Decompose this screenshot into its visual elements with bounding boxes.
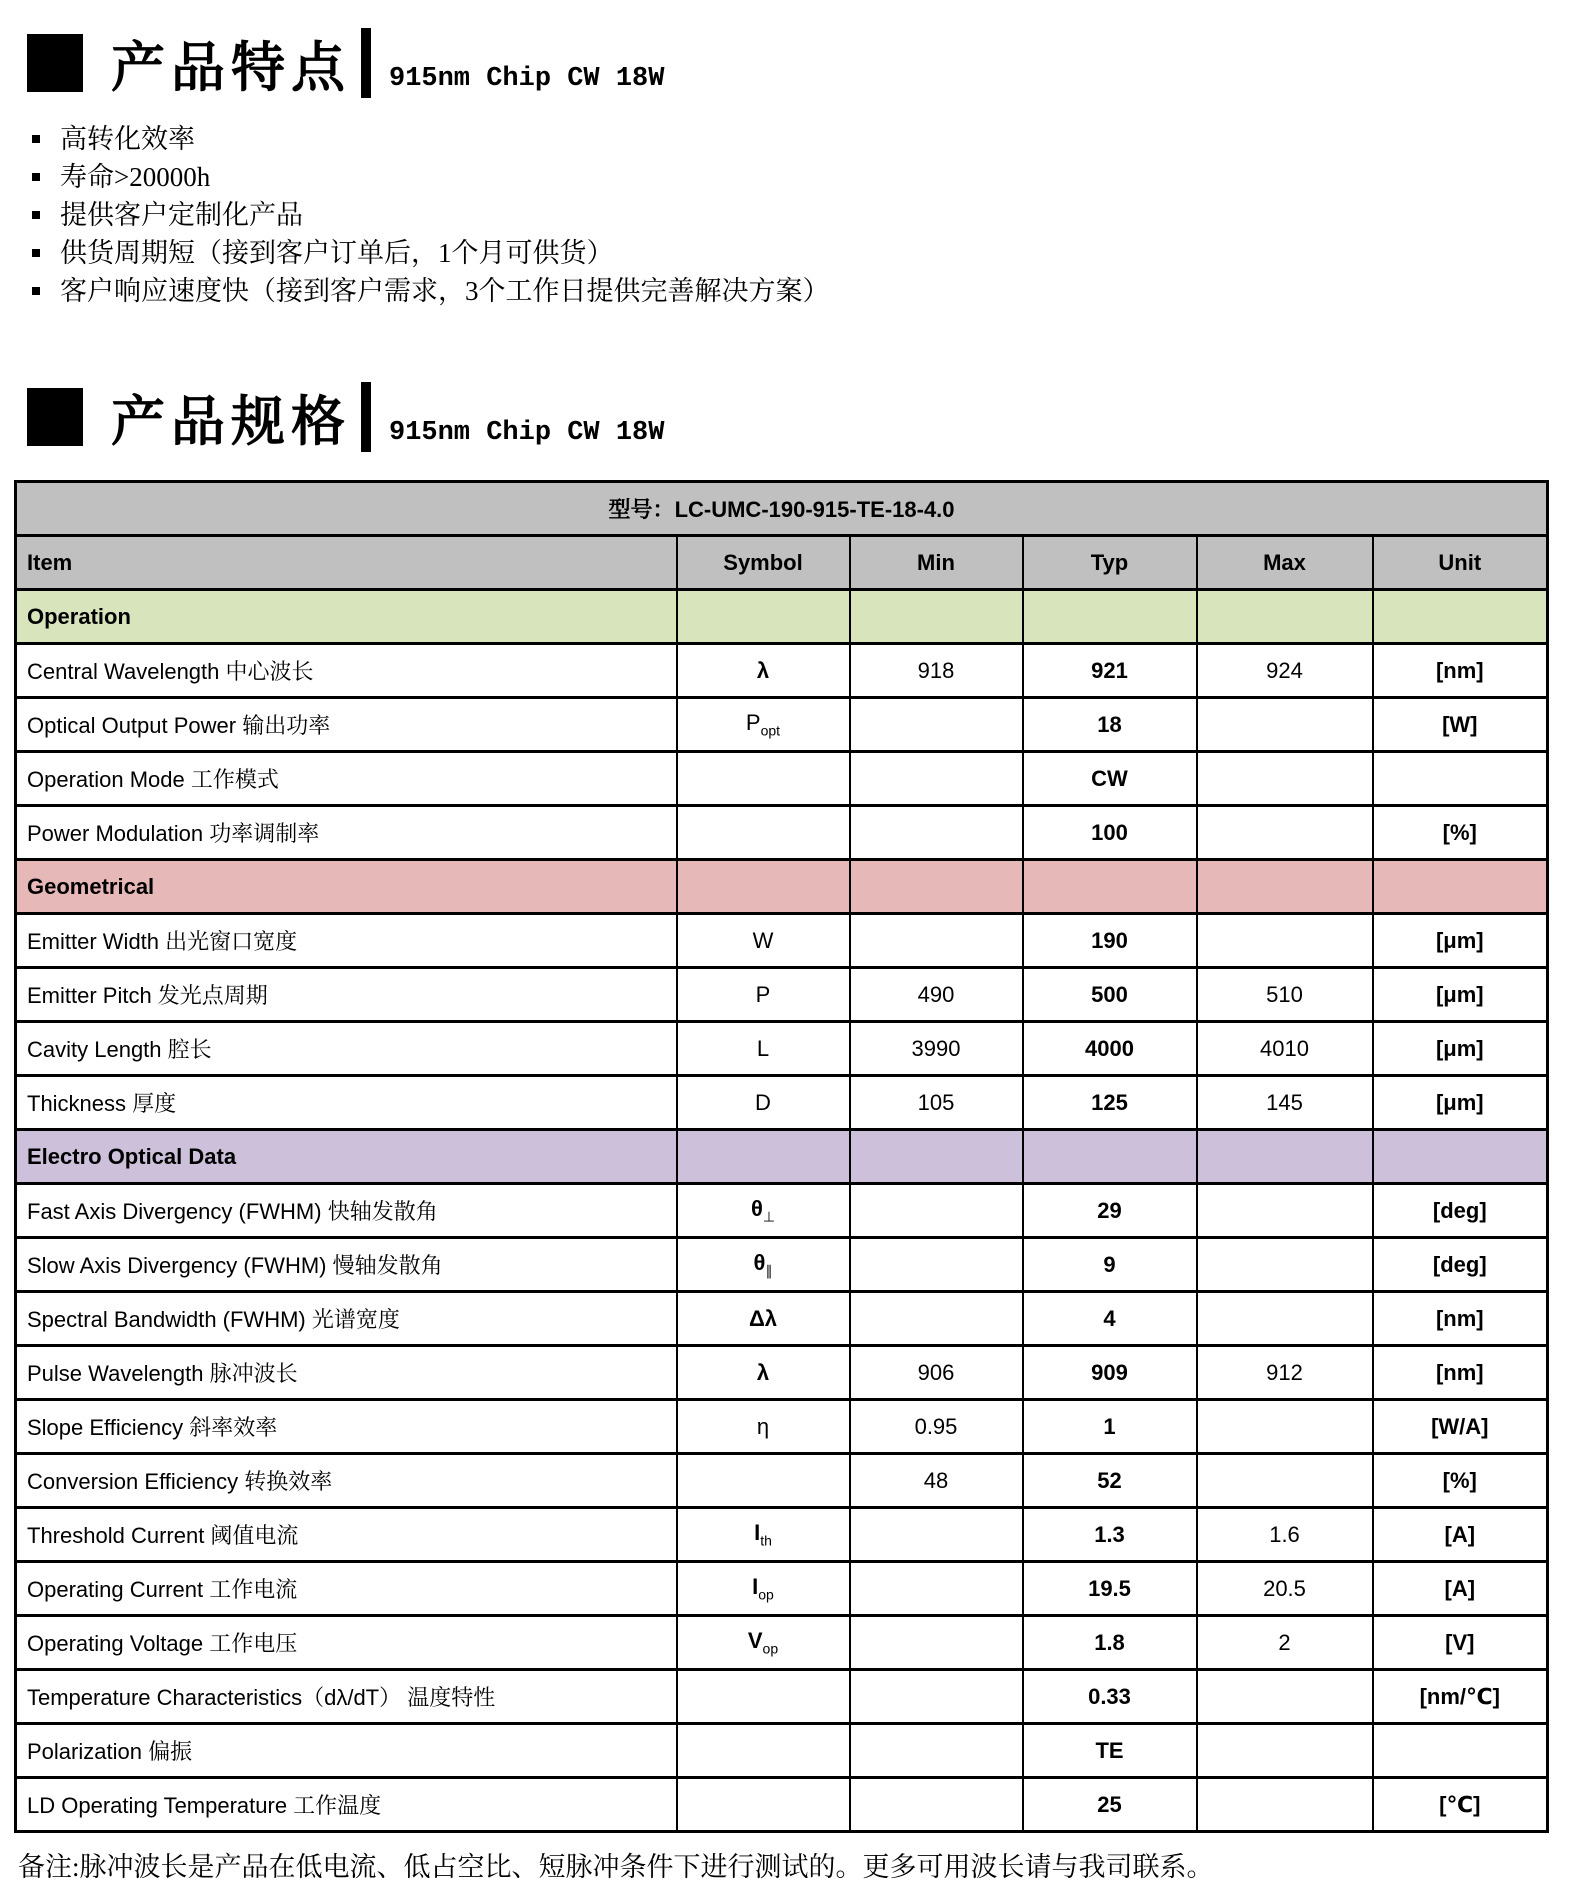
max-cell: [1197, 914, 1373, 968]
item-cell: Power Modulation 功率调制率: [16, 806, 677, 860]
symbol-base: θ: [750, 1195, 763, 1221]
spec-row: [16, 644, 1548, 698]
item-cell: Fast Axis Divergency (FWHM) 快轴发散角: [16, 1184, 677, 1238]
unit-cell: [nm/℃]: [1373, 1670, 1548, 1724]
max-cell: [1197, 1454, 1373, 1508]
max-cell: [1197, 806, 1373, 860]
unit-cell: [%]: [1373, 806, 1548, 860]
typ-cell: 921: [1023, 644, 1197, 698]
item-cell: Operating Current 工作电流: [16, 1562, 677, 1616]
item-cell: Threshold Current 阈值电流: [16, 1508, 677, 1562]
section-empty-cell: [1197, 1130, 1373, 1184]
section-marker-square: [27, 34, 83, 92]
feature-list: [32, 120, 1575, 310]
unit-cell: [deg]: [1373, 1238, 1548, 1292]
column-header-row: [16, 536, 1548, 590]
typ-cell: 25: [1023, 1778, 1197, 1832]
min-cell: [850, 1508, 1023, 1562]
feature-text: 高转化效率: [60, 124, 195, 154]
typ-cell: 1.8: [1023, 1616, 1197, 1670]
max-cell: 145: [1197, 1076, 1373, 1130]
max-cell: [1197, 698, 1373, 752]
item-cell: Operation Mode 工作模式: [16, 752, 677, 806]
spec-row: [16, 1076, 1548, 1130]
min-cell: [850, 914, 1023, 968]
symbol-cell: [677, 698, 850, 752]
spec-row: [16, 1022, 1548, 1076]
section-empty-cell: [1373, 860, 1548, 914]
typ-cell: 29: [1023, 1184, 1197, 1238]
section-empty-cell: [850, 590, 1023, 644]
symbol-cell: [677, 1184, 850, 1238]
unit-cell: [μm]: [1373, 968, 1548, 1022]
symbol-cell: [677, 1022, 850, 1076]
min-cell: [850, 1724, 1023, 1778]
min-cell: 0.95: [850, 1400, 1023, 1454]
typ-cell: 125: [1023, 1076, 1197, 1130]
typ-cell: 190: [1023, 914, 1197, 968]
symbol-cell: [677, 1778, 850, 1832]
features-title: 产品特点: [111, 37, 351, 98]
bullet-icon: [32, 135, 40, 143]
min-cell: [850, 1238, 1023, 1292]
unit-cell: [W]: [1373, 698, 1548, 752]
feature-text: 供货周期短（接到客户订单后，1个月可供货）: [60, 238, 614, 268]
section-label-cell: Electro Optical Data: [16, 1130, 677, 1184]
min-cell: [850, 1670, 1023, 1724]
symbol-cell: [677, 968, 850, 1022]
feature-item: [32, 196, 1575, 234]
max-cell: 1.6: [1197, 1508, 1373, 1562]
symbol-cell: [677, 1670, 850, 1724]
item-cell: Pulse Wavelength 脉冲波长: [16, 1346, 677, 1400]
item-cell: Central Wavelength 中心波长: [16, 644, 677, 698]
max-cell: [1197, 1238, 1373, 1292]
section-empty-cell: [1373, 1130, 1548, 1184]
specs-subtitle: 915nm Chip CW 18W: [389, 418, 665, 448]
column-header-min: Min: [850, 536, 1023, 590]
unit-cell: [1373, 752, 1548, 806]
features-subtitle: 915nm Chip CW 18W: [389, 64, 665, 94]
max-cell: [1197, 1724, 1373, 1778]
symbol-cell: [677, 806, 850, 860]
symbol-base: Δλ: [748, 1305, 778, 1331]
symbol-base: I: [754, 1520, 761, 1546]
section-row: [16, 1130, 1548, 1184]
spec-row: [16, 1508, 1548, 1562]
symbol-cell: [677, 1238, 850, 1292]
bullet-icon: [32, 173, 40, 181]
section-empty-cell: [1023, 1130, 1197, 1184]
item-cell: Emitter Pitch 发光点周期: [16, 968, 677, 1022]
symbol-base: P: [755, 981, 771, 1007]
max-cell: 924: [1197, 644, 1373, 698]
typ-cell: 4000: [1023, 1022, 1197, 1076]
section-empty-cell: [677, 860, 850, 914]
symbol-subscript: op: [758, 1586, 774, 1603]
max-cell: 912: [1197, 1346, 1373, 1400]
min-cell: [850, 806, 1023, 860]
unit-cell: [μm]: [1373, 1076, 1548, 1130]
model-label: 型号：: [608, 497, 675, 522]
symbol-base: θ: [753, 1249, 766, 1275]
spec-row: [16, 1292, 1548, 1346]
section-row: [16, 860, 1548, 914]
section-label-cell: Geometrical: [16, 860, 677, 914]
unit-cell: [μm]: [1373, 914, 1548, 968]
symbol-cell: [677, 1346, 850, 1400]
section-empty-cell: [677, 1130, 850, 1184]
spec-row: [16, 1184, 1548, 1238]
spec-table-body: [16, 590, 1548, 1832]
section-row: [16, 590, 1548, 644]
item-cell: LD Operating Temperature 工作温度: [16, 1778, 677, 1832]
feature-item: [32, 234, 1575, 272]
feature-text: 寿命>20000h: [60, 162, 211, 192]
min-cell: [850, 752, 1023, 806]
max-cell: [1197, 1670, 1373, 1724]
min-cell: [850, 1292, 1023, 1346]
typ-cell: TE: [1023, 1724, 1197, 1778]
max-cell: 510: [1197, 968, 1373, 1022]
spec-row: [16, 1724, 1548, 1778]
unit-cell: [A]: [1373, 1562, 1548, 1616]
typ-cell: 19.5: [1023, 1562, 1197, 1616]
unit-cell: [V]: [1373, 1616, 1548, 1670]
column-header-symbol: Symbol: [677, 536, 850, 590]
symbol-subscript: opt: [760, 722, 781, 739]
spec-table: [14, 480, 1549, 1833]
item-cell: Operating Voltage 工作电压: [16, 1616, 677, 1670]
section-empty-cell: [1023, 860, 1197, 914]
symbol-base: P: [745, 710, 761, 736]
typ-cell: 1: [1023, 1400, 1197, 1454]
symbol-cell: [677, 1562, 850, 1616]
max-cell: [1197, 1400, 1373, 1454]
symbol-cell: [677, 644, 850, 698]
min-cell: 3990: [850, 1022, 1023, 1076]
section-empty-cell: [1023, 590, 1197, 644]
max-cell: [1197, 1184, 1373, 1238]
spec-row: [16, 1346, 1548, 1400]
symbol-base: λ: [756, 657, 770, 683]
item-cell: Polarization 偏振: [16, 1724, 677, 1778]
spec-row: [16, 1238, 1548, 1292]
specs-title: 产品规格: [111, 391, 351, 452]
symbol-base: W: [752, 927, 774, 953]
spec-row: [16, 914, 1548, 968]
column-header-max: Max: [1197, 536, 1373, 590]
unit-cell: [nm]: [1373, 1346, 1548, 1400]
unit-cell: [μm]: [1373, 1022, 1548, 1076]
typ-cell: 1.3: [1023, 1508, 1197, 1562]
item-cell: Thickness 厚度: [16, 1076, 677, 1130]
header-divider-bar: [361, 28, 371, 98]
bullet-icon: [32, 249, 40, 257]
spec-row: [16, 1670, 1548, 1724]
feature-item: [32, 158, 1575, 196]
min-cell: 48: [850, 1454, 1023, 1508]
typ-cell: 4: [1023, 1292, 1197, 1346]
symbol-cell: [677, 1400, 850, 1454]
symbol-cell: [677, 1616, 850, 1670]
section-empty-cell: [1197, 860, 1373, 914]
item-cell: Slow Axis Divergency (FWHM) 慢轴发散角: [16, 1238, 677, 1292]
spec-row: [16, 968, 1548, 1022]
section-empty-cell: [1197, 590, 1373, 644]
symbol-subscript: ∥: [765, 1262, 773, 1279]
typ-cell: 0.33: [1023, 1670, 1197, 1724]
typ-cell: 52: [1023, 1454, 1197, 1508]
symbol-cell: [677, 914, 850, 968]
spec-row: [16, 1778, 1548, 1832]
max-cell: [1197, 752, 1373, 806]
column-header-unit: Unit: [1373, 536, 1548, 590]
unit-cell: [nm]: [1373, 644, 1548, 698]
feature-item: [32, 120, 1575, 158]
typ-cell: 909: [1023, 1346, 1197, 1400]
unit-cell: [nm]: [1373, 1292, 1548, 1346]
typ-cell: 500: [1023, 968, 1197, 1022]
typ-cell: 18: [1023, 698, 1197, 752]
max-cell: 4010: [1197, 1022, 1373, 1076]
min-cell: [850, 698, 1023, 752]
max-cell: 20.5: [1197, 1562, 1373, 1616]
symbol-subscript: ⊥: [762, 1208, 776, 1225]
item-cell: Temperature Characteristics（dλ/dT） 温度特性: [16, 1670, 677, 1724]
bullet-icon: [32, 211, 40, 219]
spec-row: [16, 1454, 1548, 1508]
model-value: LC-UMC-190-915-TE-18-4.0: [674, 497, 955, 522]
symbol-subscript: op: [762, 1640, 779, 1657]
section-empty-cell: [850, 1130, 1023, 1184]
max-cell: [1197, 1778, 1373, 1832]
min-cell: [850, 1562, 1023, 1616]
header-divider-bar: [361, 382, 371, 452]
symbol-base: D: [755, 1089, 771, 1115]
unit-cell: [W/A]: [1373, 1400, 1548, 1454]
unit-cell: [1373, 1724, 1548, 1778]
min-cell: 105: [850, 1076, 1023, 1130]
section-empty-cell: [677, 590, 850, 644]
section-label-cell: Operation: [16, 590, 677, 644]
typ-cell: 9: [1023, 1238, 1197, 1292]
typ-cell: 100: [1023, 806, 1197, 860]
spec-row: [16, 1562, 1548, 1616]
symbol-cell: [677, 1454, 850, 1508]
symbol-base: η: [756, 1413, 770, 1439]
symbol-cell: [677, 752, 850, 806]
section-empty-cell: [850, 860, 1023, 914]
spec-row: [16, 698, 1548, 752]
max-cell: 2: [1197, 1616, 1373, 1670]
symbol-cell: [677, 1076, 850, 1130]
min-cell: 490: [850, 968, 1023, 1022]
symbol-base: I: [752, 1574, 759, 1600]
spacer: [0, 310, 1575, 354]
item-cell: Conversion Efficiency 转换效率: [16, 1454, 677, 1508]
feature-text: 客户响应速度快（接到客户需求，3个工作日提供完善解决方案）: [60, 276, 830, 306]
symbol-cell: [677, 1292, 850, 1346]
feature-text: 提供客户定制化产品: [60, 200, 303, 230]
unit-cell: [A]: [1373, 1508, 1548, 1562]
column-header-typ: Typ: [1023, 536, 1197, 590]
unit-cell: [℃]: [1373, 1778, 1548, 1832]
feature-item: [32, 272, 1575, 310]
specs-header: [27, 384, 1575, 450]
column-header-item: Item: [16, 536, 677, 590]
model-cell: [16, 482, 1548, 536]
min-cell: [850, 1616, 1023, 1670]
spec-row: [16, 1616, 1548, 1670]
symbol-base: λ: [756, 1359, 770, 1385]
section-empty-cell: [1373, 590, 1548, 644]
typ-cell: CW: [1023, 752, 1197, 806]
item-cell: Emitter Width 出光窗口宽度: [16, 914, 677, 968]
unit-cell: [%]: [1373, 1454, 1548, 1508]
model-row: [16, 482, 1548, 536]
features-header: [27, 30, 1575, 96]
spec-row: [16, 1400, 1548, 1454]
symbol-base: V: [747, 1628, 763, 1654]
unit-cell: [deg]: [1373, 1184, 1548, 1238]
spec-row: [16, 806, 1548, 860]
item-cell: Cavity Length 腔长: [16, 1022, 677, 1076]
max-cell: [1197, 1292, 1373, 1346]
min-cell: [850, 1778, 1023, 1832]
symbol-base: L: [756, 1035, 770, 1061]
min-cell: [850, 1184, 1023, 1238]
symbol-cell: [677, 1508, 850, 1562]
min-cell: 918: [850, 644, 1023, 698]
section-marker-square: [27, 388, 83, 446]
spec-row: [16, 752, 1548, 806]
symbol-cell: [677, 1724, 850, 1778]
bullet-icon: [32, 287, 40, 295]
item-cell: Slope Efficiency 斜率效率: [16, 1400, 677, 1454]
min-cell: 906: [850, 1346, 1023, 1400]
symbol-subscript: th: [760, 1532, 772, 1549]
item-cell: Spectral Bandwidth (FWHM) 光谱宽度: [16, 1292, 677, 1346]
item-cell: Optical Output Power 输出功率: [16, 698, 677, 752]
footer-note: 备注:脉冲波长是产品在低电流、低占空比、短脉冲条件下进行测试的。更多可用波长请与我司联系。: [18, 1852, 1214, 1882]
